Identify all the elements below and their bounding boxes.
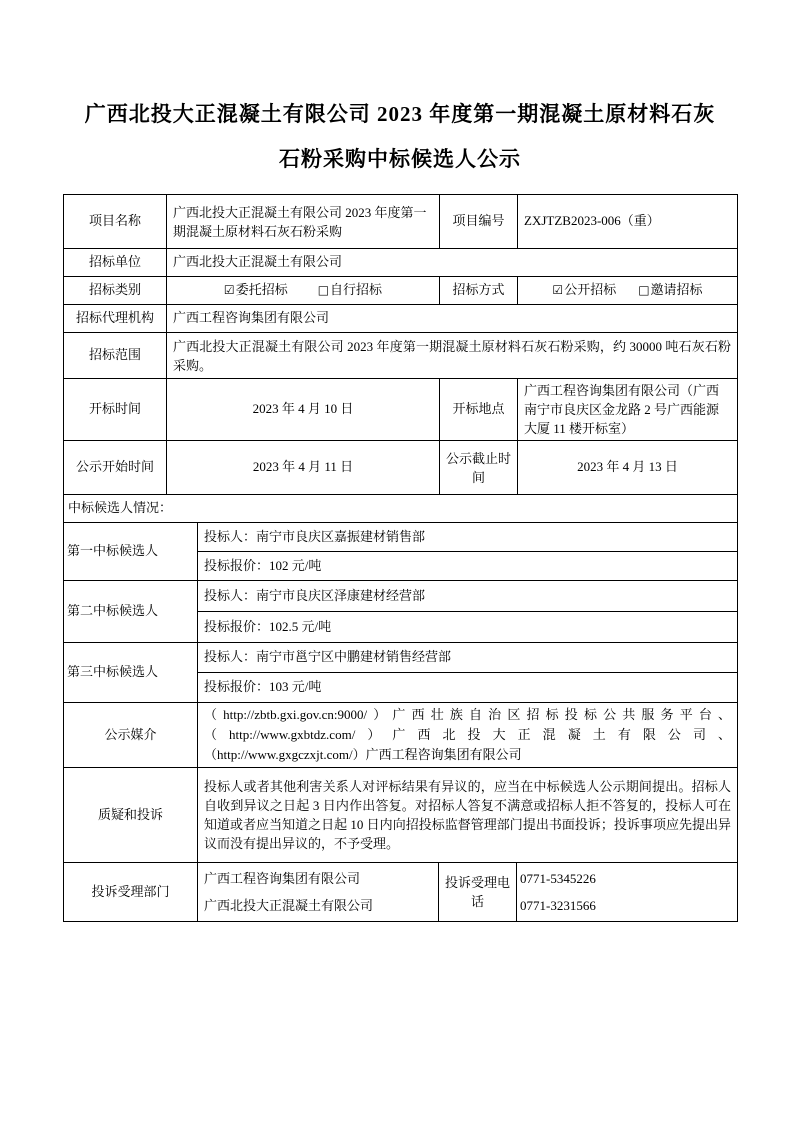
candidate-2-rank: 第二中标候选人 — [64, 581, 198, 643]
candidate-1-rank: 第一中标候选人 — [64, 523, 198, 581]
project-name-value: 广西北投大正混凝土有限公司 2023 年度第一期混凝土原材料石灰石粉采购 — [167, 195, 440, 249]
complaint-dept-1: 广西工程咨询集团有限公司 — [204, 871, 361, 886]
project-no-value: ZXJTZB2023-006（重） — [518, 195, 738, 249]
checkbox-checked-icon: ☑ — [223, 283, 235, 298]
project-name-label: 项目名称 — [64, 195, 167, 249]
candidate-3-bidder: 投标人：南宁市邕宁区中鹏建材销售经营部 — [198, 643, 738, 673]
method-option-open-label: 公开招标 — [564, 282, 617, 298]
objection-paragraph: 投标人或者其他利害关系人对评标结果有异议的，应当在中标候选人公示期间提出。招标人自收到异议之日起 3 日内作出答复。对招标人答复不满意或招标人拒不答复的，投标人可在知道或者应当知道之日起 10 日内向招投标监督管理部门提出书面投诉；投诉事项应先提出异议而没有提出异议的，不予受理。 — [204, 779, 732, 851]
candidates-section-header: 中标候选人情况： — [64, 495, 738, 523]
method-option-invite-label: 邀请招标 — [650, 282, 703, 298]
objection-text — [198, 768, 738, 863]
complaint-phone-label: 投诉受理电话 — [439, 863, 517, 922]
publicity-start-label: 公示开始时间 — [64, 441, 167, 495]
document-title — [0, 0, 800, 182]
category-option-delegated — [224, 281, 288, 300]
agency-value: 广西工程咨询集团有限公司 — [167, 305, 738, 333]
scope-label: 招标范围 — [64, 333, 167, 379]
candidates-table — [63, 494, 738, 922]
complaint-phone-values — [517, 863, 738, 922]
scope-value: 广西北投大正混凝土有限公司 2023 年度第一期混凝土原材料石灰石粉采购，约 30000 吨石灰石粉采购。 — [167, 333, 738, 379]
tender-method-label: 招标方式 — [440, 277, 518, 305]
complaint-dept-label: 投诉受理部门 — [64, 863, 198, 922]
project-info-table — [63, 194, 738, 495]
open-place-label: 开标地点 — [440, 379, 518, 441]
candidate-1-price: 投标报价：102 元/吨 — [198, 552, 738, 581]
complaint-phone-1: 0771-5345226 — [520, 871, 596, 886]
category-option-self — [318, 281, 382, 300]
title-line-1: 广西北投大正混凝土有限公司 2023 年度第一期混凝土原材料石灰 — [84, 102, 716, 126]
open-time-label: 开标时间 — [64, 379, 167, 441]
checkbox-unchecked-icon: □ — [317, 283, 330, 298]
checkbox-unchecked-icon: □ — [638, 283, 650, 298]
publicity-start-value: 2023 年 4 月 11 日 — [167, 441, 440, 495]
tender-method-options — [518, 277, 738, 305]
complaint-dept-2: 广西北投大正混凝土有限公司 — [204, 898, 374, 913]
method-option-open — [552, 281, 616, 300]
complaint-dept-values — [198, 863, 439, 922]
method-option-invite — [638, 281, 702, 300]
tender-category-options — [167, 277, 440, 305]
open-time-value: 2023 年 4 月 10 日 — [167, 379, 440, 441]
candidate-3-price: 投标报价：103 元/吨 — [198, 673, 738, 703]
media-label: 公示媒介 — [64, 703, 198, 768]
tender-unit-value: 广西北投大正混凝土有限公司 — [167, 249, 738, 277]
project-no-label: 项目编号 — [440, 195, 518, 249]
open-place-value: 广西工程咨询集团有限公司（广西南宁市良庆区金龙路 2 号广西能源大厦 11 楼开标室） — [518, 379, 738, 441]
objection-label: 质疑和投诉 — [64, 768, 198, 863]
tender-category-label: 招标类别 — [64, 277, 167, 305]
publicity-end-label: 公示截止时间 — [440, 441, 518, 495]
media-line-1: （http://zbtb.gxi.gov.cn:9000/）广西壮族自治区招标投标公共服务平台、 — [204, 707, 732, 722]
tender-unit-label: 招标单位 — [64, 249, 167, 277]
media-line-3: （http://www.gxgczxjt.com/）广西工程咨询集团有限公司 — [204, 747, 522, 762]
media-value — [198, 703, 738, 768]
candidate-3-rank: 第三中标候选人 — [64, 643, 198, 703]
checkbox-checked-icon: ☑ — [552, 283, 564, 298]
candidate-1-bidder: 投标人：南宁市良庆区嘉振建材销售部 — [198, 523, 738, 552]
complaint-phone-2: 0771-3231566 — [520, 898, 596, 913]
title-line-2: 石粉采购中标候选人公示 — [279, 147, 521, 171]
media-line-2: （http://www.gxbtdz.com/）广西北投大正混凝土有限公司、 — [204, 727, 732, 742]
publicity-end-value: 2023 年 4 月 13 日 — [518, 441, 738, 495]
candidate-2-price: 投标报价：102.5 元/吨 — [198, 612, 738, 643]
agency-label: 招标代理机构 — [64, 305, 167, 333]
category-option-delegated-label: 委托招标 — [235, 282, 288, 298]
category-option-self-label: 自行招标 — [330, 282, 383, 298]
candidate-2-bidder: 投标人：南宁市良庆区泽康建材经营部 — [198, 581, 738, 612]
